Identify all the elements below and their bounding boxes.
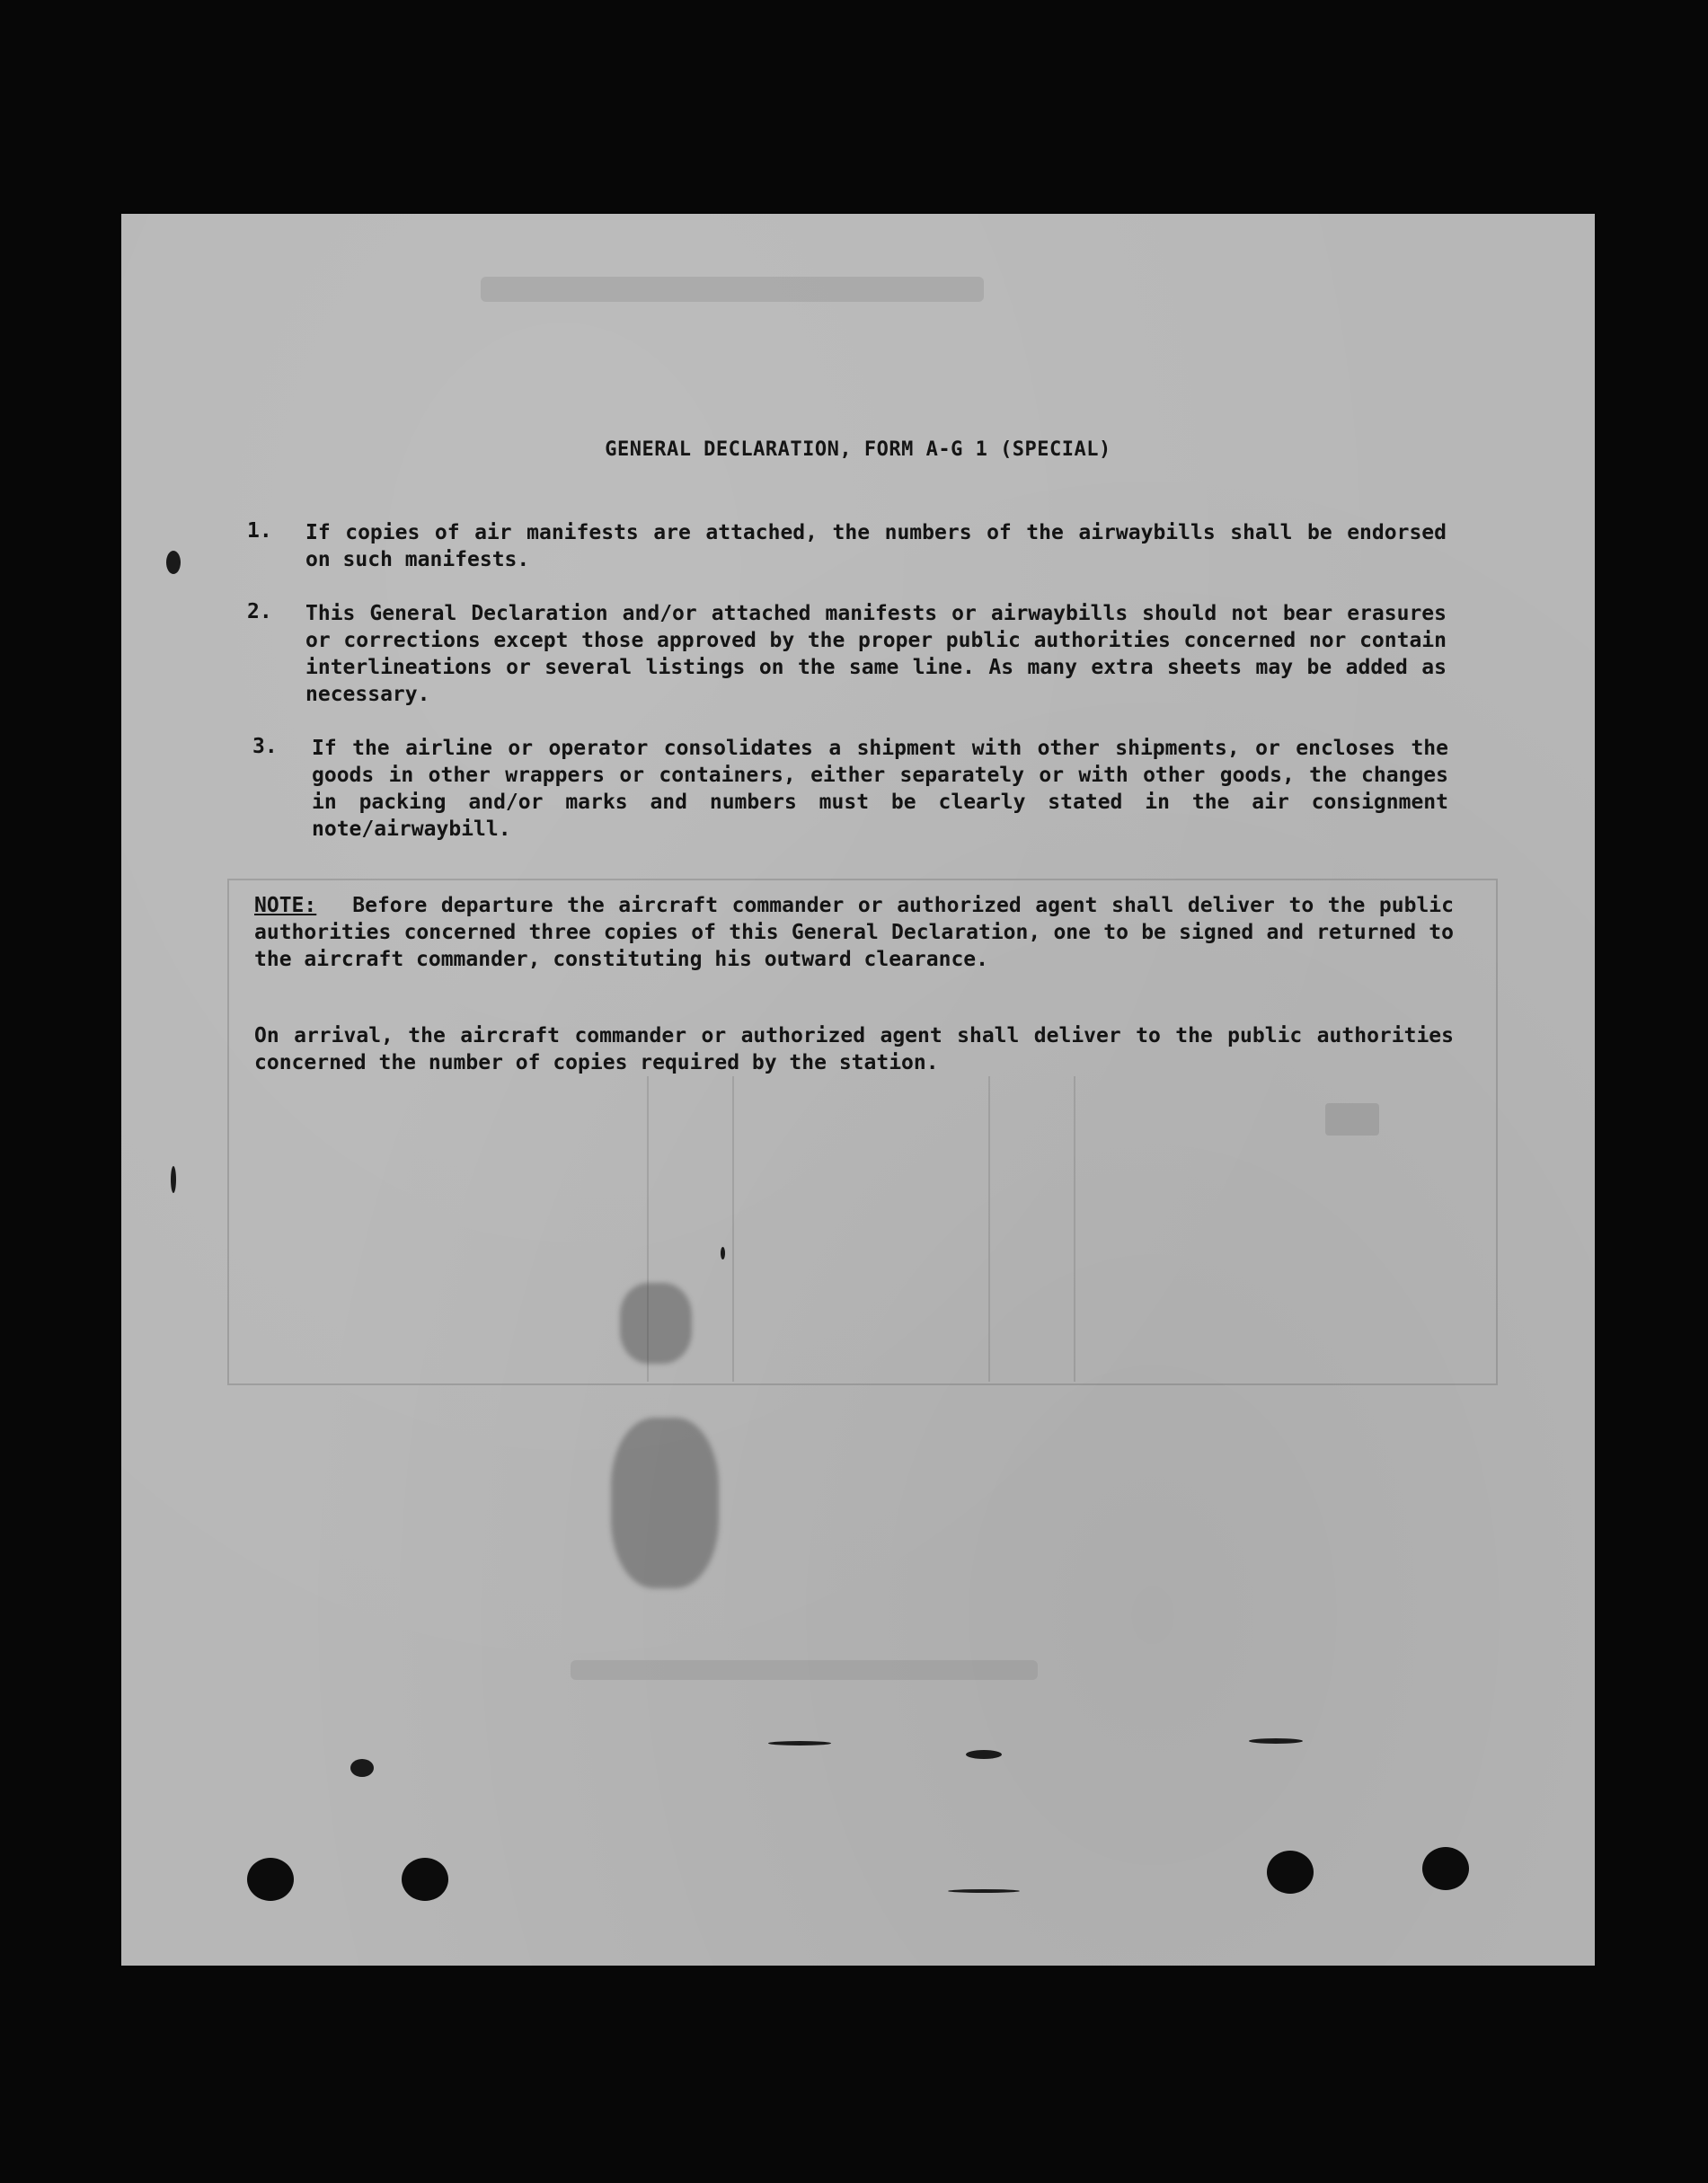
punch-hole (402, 1858, 448, 1901)
ink-speck (350, 1759, 374, 1777)
ink-speck (966, 1750, 1002, 1759)
form-title: GENERAL DECLARATION, FORM A-G 1 (SPECIAL) (605, 438, 1111, 461)
punch-hole (1267, 1851, 1314, 1894)
bleed-through-column (732, 1076, 734, 1382)
ink-speck (721, 1247, 725, 1259)
item-number: 1. (247, 519, 272, 543)
arrival-paragraph: On arrival, the aircraft commander or authorized agent shall deliver to the public authorities concerned the number of copies required by the station. (254, 1024, 1454, 1074)
ink-smudge (620, 1283, 692, 1364)
item-text: If copies of air manifests are attached, the numbers of the airwaybills shall be endorsed on such manifests. (305, 521, 1447, 571)
ink-speck (768, 1741, 831, 1746)
punch-hole (247, 1858, 294, 1901)
bleed-through-column (1074, 1076, 1075, 1382)
document-sheet (121, 214, 1595, 1966)
bleed-through-lines (571, 1660, 1038, 1680)
punch-hole (1422, 1847, 1469, 1890)
item-number: 2. (247, 600, 272, 623)
ink-speck (948, 1889, 1020, 1893)
item-text: This General Declaration and/or attached manifests or airwaybills should not bear erasures or corrections except those approved by the proper public authorities concerned nor contain interlineations or several listings on the same line. As many extra sheets may be added as necessary. (305, 602, 1447, 706)
ink-speck (171, 1166, 176, 1193)
bleed-through-column (988, 1076, 990, 1382)
note-paragraph (254, 892, 1454, 973)
ink-speck (166, 551, 181, 574)
note-label: NOTE: (254, 894, 317, 917)
ink-speck (1249, 1738, 1303, 1744)
item-text: If the airline or operator consolidates a shipment with other shipments, or encloses the goods in other wrappers or containers, either separately or with other goods, the changes in packing and/or marks and numbers must be clearly stated in the air consignment note/airwaybill. (312, 737, 1448, 841)
item-number: 3. (252, 735, 278, 758)
note-text: Before departure the aircraft commander or authorized agent shall deliver to the public authorities concerned three copies of this General Declaration, one to be signed and returned to the aircraft commander, constituting his outward clearance. (254, 894, 1454, 971)
bleed-through-heading (481, 277, 984, 302)
ink-smudge (611, 1418, 719, 1588)
